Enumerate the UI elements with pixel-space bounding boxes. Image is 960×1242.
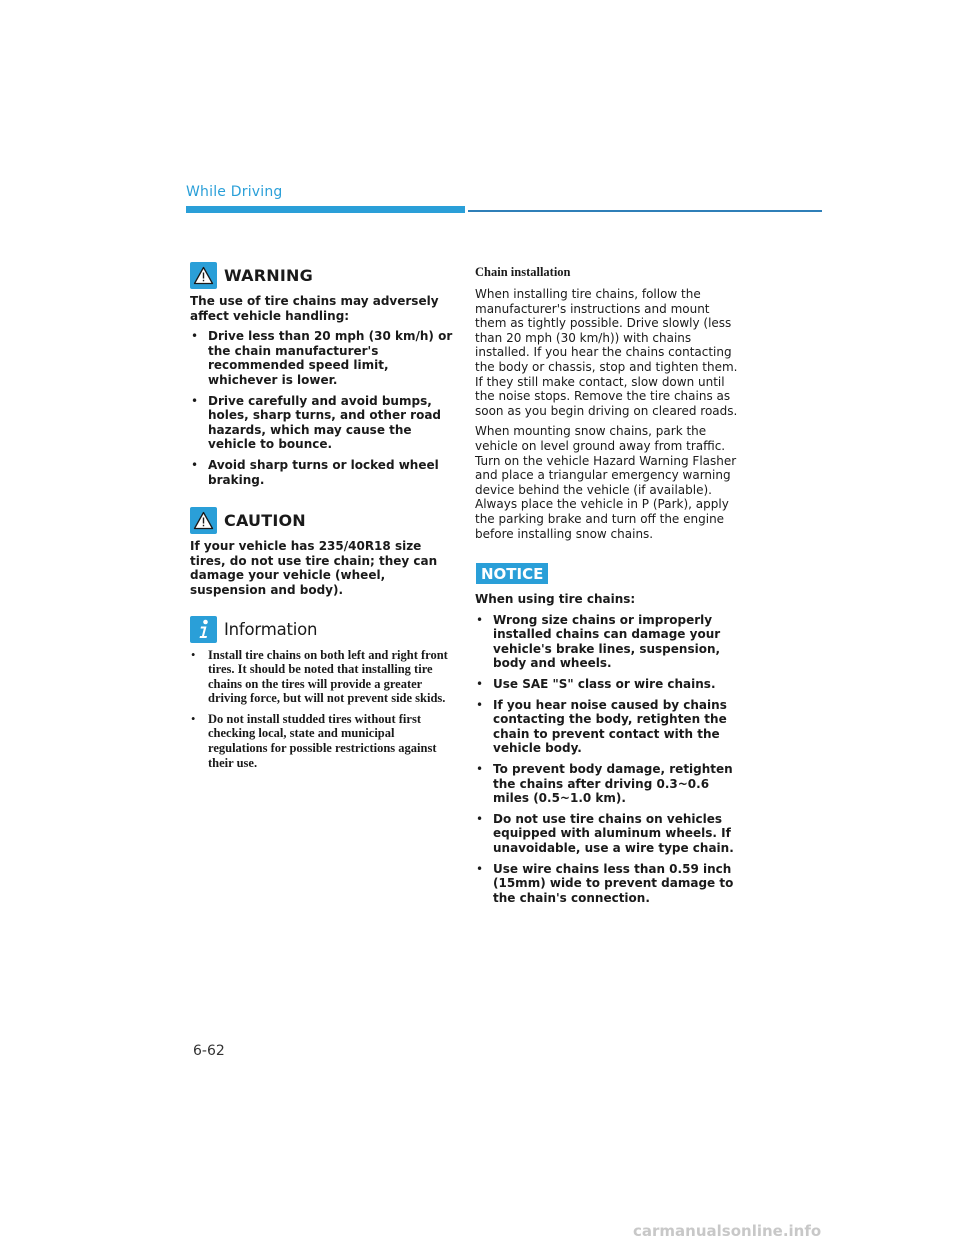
- information-item: • Install tire chains on both left and right front tires. It should be noted that installing tire chains on the tires will provide a greater driving force, but will not prevent side skids.: [190, 648, 455, 706]
- warning-heading: [190, 262, 455, 289]
- header-rule: [468, 210, 822, 212]
- notice-label: NOTICE: [476, 563, 548, 584]
- notice-box: [475, 547, 740, 905]
- warning-item: • Drive less than 20 mph (30 km/h) or the chain manufacturer's recommended speed limit, whichever is lower.: [190, 329, 455, 387]
- notice-item: • If you hear noise caused by chains contacting the body, retighten the chain to prevent contact with the vehicle body.: [475, 698, 740, 756]
- warning-list: [190, 329, 455, 487]
- chain-installation-paragraph: When installing tire chains, follow the manufacturer's instructions and mount them as tightly possible. Drive slowly (less than 20 mph (30 km/h)) with chains installed. If you hear the chains contacting the body or chassis, stop and tighten them. If they still make contact, slow down until the noise stops. Remove the tire chains as soon as you begin driving on cleared roads.: [475, 287, 738, 418]
- notice-item: • Do not use tire chains on vehicles equipped with aluminum wheels. If unavoidable, use a wire type chain.: [475, 812, 740, 856]
- caution-text: If your vehicle has 235/40R18 size tires, do not use tire chain; they can damage your vehicle (wheel, suspension and body).: [190, 539, 438, 597]
- information-title: Information: [224, 619, 318, 639]
- notice-item: • To prevent body damage, retighten the chains after driving 0.3~0.6 miles (0.5~1.0 km).: [475, 762, 740, 806]
- watermark: carmanualsonline.info: [633, 1222, 822, 1240]
- caution-heading: [190, 507, 455, 534]
- information-list: [190, 648, 455, 771]
- warning-item: • Drive carefully and avoid bumps, holes, sharp turns, and other road hazards, which may cause the vehicle to bounce.: [190, 394, 455, 452]
- header-accent-bar: [186, 206, 465, 213]
- warning-triangle-icon: [190, 507, 217, 534]
- warning-triangle-icon: [190, 262, 217, 289]
- chain-installation-title: Chain installation: [475, 265, 571, 279]
- warning-box: [190, 262, 455, 487]
- caution-title: CAUTION: [224, 511, 306, 531]
- chain-installation-paragraph: When mounting snow chains, park the vehicle on level ground away from traffic. Turn on the vehicle Hazard Warning Flasher and place a triangular emergency warning device behind the vehicle (if available). Always place the vehicle in P (Park), apply the parking brake and turn off the engine before installing snow chains.: [475, 424, 737, 541]
- warning-title: WARNING: [224, 266, 313, 285]
- notice-intro: When using tire chains:: [475, 592, 636, 607]
- notice-list: [475, 613, 740, 906]
- section-header-title: While Driving: [186, 184, 283, 200]
- left-column: [190, 262, 455, 776]
- notice-item: • Use wire chains less than 0.59 inch (15mm) wide to prevent damage to the chain's connection.: [475, 862, 740, 906]
- warning-item: • Avoid sharp turns or locked wheel braking.: [190, 458, 455, 487]
- information-heading: [190, 616, 455, 643]
- warning-intro: The use of tire chains may adversely affect vehicle handling:: [190, 294, 439, 323]
- information-item: • Do not install studded tires without first checking local, state and municipal regulations for possible restrictions against their use.: [190, 712, 455, 770]
- info-icon: [190, 616, 217, 643]
- caution-box: [190, 507, 455, 597]
- right-column: [475, 265, 740, 911]
- notice-item: • Wrong size chains or improperly installed chains can damage your vehicle's brake lines, suspension, body and wheels.: [475, 613, 740, 671]
- page-number: 6-62: [193, 1043, 225, 1059]
- notice-item: • Use SAE "S" class or wire chains.: [475, 677, 740, 692]
- information-box: [190, 616, 455, 771]
